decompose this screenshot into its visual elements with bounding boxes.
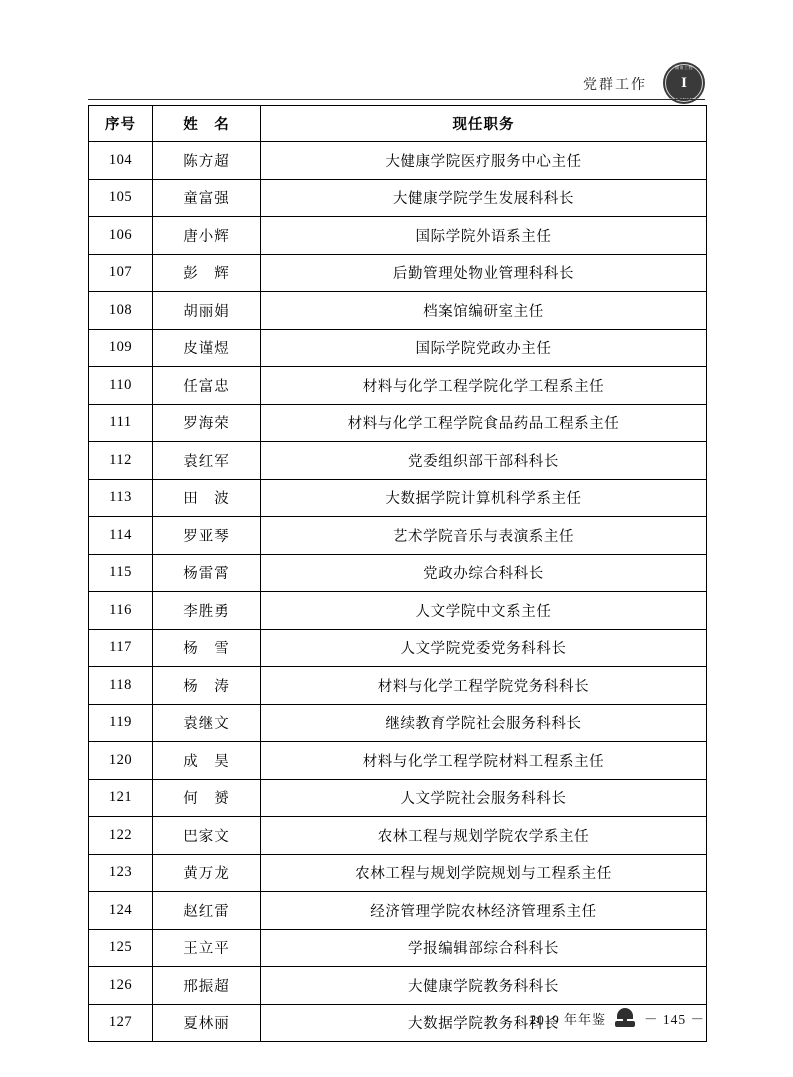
cell-name: 巴家文: [153, 817, 261, 855]
cell-name: 成 昊: [153, 742, 261, 780]
cell-seq: 125: [89, 929, 153, 967]
cell-name: 陈方超: [153, 142, 261, 180]
cell-seq: 114: [89, 517, 153, 555]
cell-post: 农林工程与规划学院规划与工程系主任: [261, 854, 707, 892]
cell-post: 后勤管理处物业管理科科长: [261, 254, 707, 292]
table-row: [89, 292, 707, 330]
table-row: [89, 367, 707, 405]
cell-name: 任富忠: [153, 367, 261, 405]
cell-name: 唐小辉: [153, 217, 261, 255]
table-row: [89, 704, 707, 742]
cell-seq: 106: [89, 217, 153, 255]
table-row: [89, 929, 707, 967]
university-logo-icon: [663, 62, 705, 104]
cell-seq: 109: [89, 329, 153, 367]
cell-post: 材料与化学工程学院食品药品工程系主任: [261, 404, 707, 442]
table-row: [89, 329, 707, 367]
cell-seq: 123: [89, 854, 153, 892]
cell-name: 黄万龙: [153, 854, 261, 892]
cell-seq: 115: [89, 554, 153, 592]
cell-name: 彭 辉: [153, 254, 261, 292]
cell-name: 胡丽娟: [153, 292, 261, 330]
table-row: [89, 667, 707, 705]
cell-post: 继续教育学院社会服务科科长: [261, 704, 707, 742]
table-row: [89, 779, 707, 817]
cell-seq: 105: [89, 179, 153, 217]
table-row: [89, 442, 707, 480]
cell-name: 杨雷霄: [153, 554, 261, 592]
cell-name: 杨 雪: [153, 629, 261, 667]
cell-name: 童富强: [153, 179, 261, 217]
cell-post: 材料与化学工程学院材料工程系主任: [261, 742, 707, 780]
cell-post: 党委组织部干部科科长: [261, 442, 707, 480]
cell-post: 学报编辑部综合科科长: [261, 929, 707, 967]
header-divider: [88, 99, 705, 100]
cell-seq: 124: [89, 892, 153, 930]
cell-name: 赵红雷: [153, 892, 261, 930]
column-header-name: 姓 名: [153, 106, 261, 142]
logo-top-text: 湖南工程: [675, 65, 693, 70]
cell-post: 材料与化学工程学院化学工程系主任: [261, 367, 707, 405]
page-footer: [88, 1003, 705, 1029]
cell-seq: 127: [89, 1004, 153, 1042]
cell-name: 袁红军: [153, 442, 261, 480]
cell-post: 材料与化学工程学院党务科科长: [261, 667, 707, 705]
table-header-row-group: [89, 106, 707, 142]
cell-post: 大健康学院教务科科长: [261, 967, 707, 1005]
table-row: [89, 817, 707, 855]
roster-table-container: [88, 105, 706, 1042]
cell-seq: 120: [89, 742, 153, 780]
roster-table: [88, 105, 707, 1042]
column-header-post: 现任职务: [261, 106, 707, 142]
footer-content: [530, 1007, 705, 1029]
footer-year-label: 2019 年年鉴: [529, 1011, 606, 1027]
cell-name: 邢振超: [153, 967, 261, 1005]
cell-post: 大健康学院医疗服务中心主任: [261, 142, 707, 180]
cell-post: 大数据学院计算机科学系主任: [261, 479, 707, 517]
cell-name: 罗海荣: [153, 404, 261, 442]
cell-post: 农林工程与规划学院农学系主任: [261, 817, 707, 855]
page-number: － 145 －: [644, 1012, 705, 1027]
cell-post: 经济管理学院农林经济管理系主任: [261, 892, 707, 930]
cell-seq: 112: [89, 442, 153, 480]
table-row: [89, 892, 707, 930]
cell-post: 艺术学院音乐与表演系主任: [261, 517, 707, 555]
cell-post: 人文学院社会服务科科长: [261, 779, 707, 817]
cell-post: 国际学院外语系主任: [261, 217, 707, 255]
cell-seq: 122: [89, 817, 153, 855]
cell-seq: 107: [89, 254, 153, 292]
cell-seq: 113: [89, 479, 153, 517]
cell-seq: 104: [89, 142, 153, 180]
cell-name: 田 波: [153, 479, 261, 517]
cell-seq: 126: [89, 967, 153, 1005]
column-header-seq: 序号: [89, 106, 153, 142]
cell-name: 袁继文: [153, 704, 261, 742]
cell-post: 大数据学院教务科科长: [261, 1004, 707, 1042]
table-row: [89, 404, 707, 442]
table-row: [89, 854, 707, 892]
cell-seq: 111: [89, 404, 153, 442]
table-row: [89, 517, 707, 555]
cell-post: 人文学院党委党务科科长: [261, 629, 707, 667]
cell-post: 大健康学院学生发展科科长: [261, 179, 707, 217]
table-header-row: [89, 106, 707, 142]
header-section-title: 党群工作: [583, 78, 647, 93]
table-row: [89, 554, 707, 592]
cell-seq: 108: [89, 292, 153, 330]
table-body: [89, 142, 707, 1042]
cell-post: 党政办综合科科长: [261, 554, 707, 592]
table-row: [89, 254, 707, 292]
cell-post: 档案馆编研室主任: [261, 292, 707, 330]
table-row: [89, 179, 707, 217]
cell-name: 王立平: [153, 929, 261, 967]
cell-seq: 116: [89, 592, 153, 630]
table-row: [89, 967, 707, 1005]
table-row: [89, 479, 707, 517]
cell-name: 何 赟: [153, 779, 261, 817]
page-header: [88, 54, 705, 100]
cell-seq: 119: [89, 704, 153, 742]
cell-seq: 117: [89, 629, 153, 667]
cell-name: 罗亚琴: [153, 517, 261, 555]
cell-name: 皮谨煜: [153, 329, 261, 367]
logo-mark: I: [681, 74, 687, 91]
cell-name: 李胜勇: [153, 592, 261, 630]
cell-seq: 121: [89, 779, 153, 817]
table-row: [89, 217, 707, 255]
cell-post: 国际学院党政办主任: [261, 329, 707, 367]
table-row: [89, 742, 707, 780]
cell-name: 杨 涛: [153, 667, 261, 705]
cell-name: 夏林丽: [153, 1004, 261, 1042]
table-row: [89, 142, 707, 180]
bell-emblem-icon: [614, 1007, 636, 1029]
cell-seq: 110: [89, 367, 153, 405]
table-row: [89, 592, 707, 630]
cell-post: 人文学院中文系主任: [261, 592, 707, 630]
cell-seq: 118: [89, 667, 153, 705]
table-row: [89, 629, 707, 667]
